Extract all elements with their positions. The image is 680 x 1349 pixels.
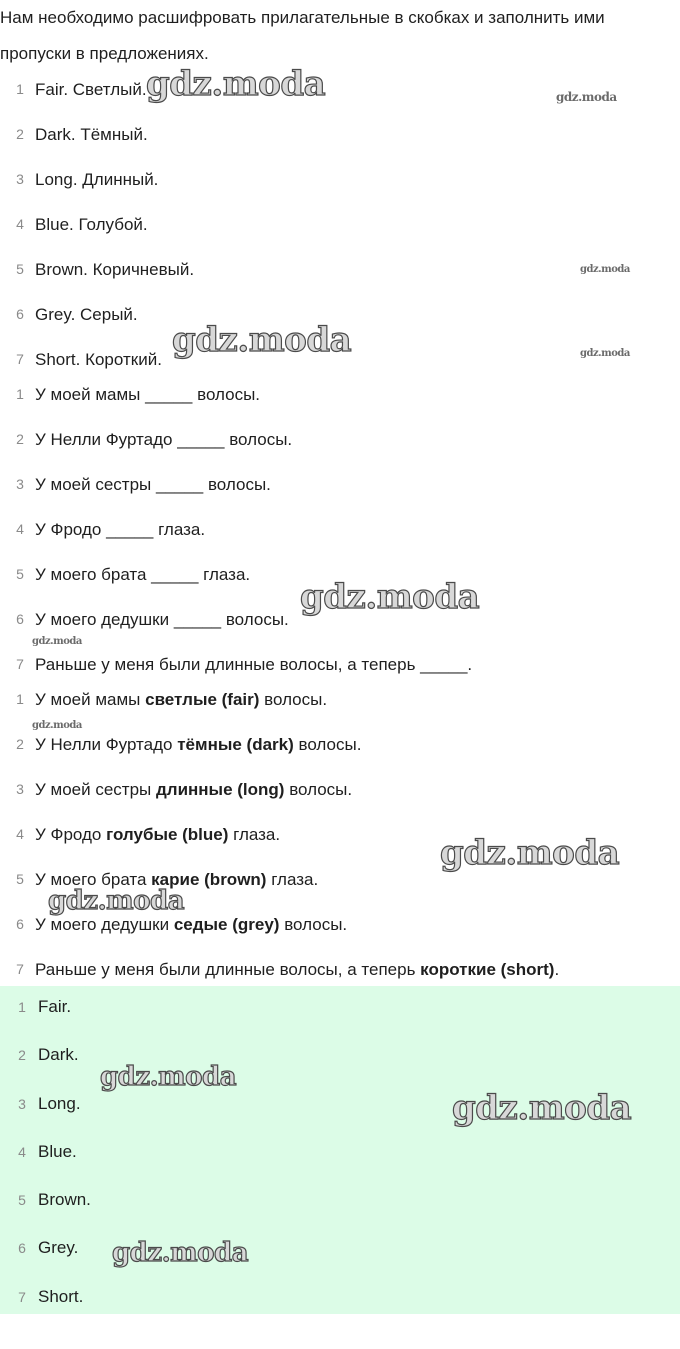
watermark: gdz.moda [32, 720, 82, 731]
intro-text: Нам необходимо расшифровать прилагательные в скобках и заполнить ими пропуски в предложениях. [0, 8, 605, 63]
item-text [35, 857, 318, 902]
item-number: 6 [16, 916, 24, 932]
item-text: Fair. Светлый. [35, 80, 147, 99]
item-number: 7 [16, 656, 24, 672]
watermark: gdz.moda [32, 636, 82, 647]
list-item [0, 552, 680, 597]
item-text: Short. [38, 1286, 84, 1306]
list-item [0, 597, 680, 642]
item-text: У Фродо _____ глаза. [35, 520, 206, 539]
list-item [0, 417, 680, 462]
item-number: 2 [16, 126, 24, 142]
sentence-start: У моей мамы [35, 690, 146, 709]
list-item [0, 67, 680, 112]
item-text: Brown. [38, 1190, 91, 1210]
filled-sentences-list [0, 677, 680, 992]
item-text: Dark. [38, 1045, 79, 1065]
item-number: 7 [16, 961, 24, 977]
list-item [0, 247, 680, 292]
watermark: gdz.moda [580, 348, 630, 359]
item-text: Раньше у меня были длинные волосы, а теперь _____. [35, 655, 473, 674]
item-number: 4 [18, 1143, 26, 1160]
watermark: gdz.moda [112, 1238, 249, 1268]
list-item [0, 1224, 680, 1272]
answer-word: светлые (fair) [145, 690, 260, 709]
list-item [0, 157, 680, 202]
item-text: Long. [38, 1093, 81, 1113]
item-text [35, 902, 347, 947]
sentence-start: У моего дедушки [35, 915, 174, 934]
item-text: Brown. Коричневый. [35, 260, 195, 279]
watermark: gdz.moda [172, 320, 352, 360]
item-number: 2 [16, 736, 24, 752]
item-text: Blue. Голубой. [35, 215, 148, 234]
list-item [0, 1031, 680, 1079]
watermark: gdz.moda [48, 886, 185, 916]
item-text [35, 722, 361, 767]
item-text [35, 677, 327, 722]
watermark: gdz.moda [556, 90, 617, 104]
item-number: 1 [16, 691, 24, 707]
sentence-end: волосы. [293, 735, 362, 754]
item-text: У моей мамы _____ волосы. [35, 385, 261, 404]
list-item [0, 1128, 680, 1176]
item-number: 3 [16, 476, 24, 492]
answer-word: тёмные (dark) [177, 735, 294, 754]
item-text: Grey. Серый. [35, 305, 138, 324]
sentence-start: Раньше у меня были длинные волосы, а теперь [35, 960, 421, 979]
item-number: 6 [16, 306, 24, 322]
answer-word: голубые (blue) [106, 825, 229, 844]
item-text [35, 767, 352, 812]
list-item [0, 983, 680, 1031]
item-number: 4 [16, 826, 24, 842]
list-item [0, 1080, 680, 1128]
list-item [0, 902, 680, 947]
item-number: 4 [16, 216, 24, 232]
sentence-end: волосы. [259, 690, 328, 709]
item-text: Grey. [38, 1238, 79, 1258]
sentence-end: глаза. [266, 870, 319, 889]
item-text: Fair. [38, 997, 72, 1016]
item-text [35, 812, 280, 857]
item-number: 6 [16, 611, 24, 627]
list-item [0, 292, 680, 337]
list-item [0, 462, 680, 507]
item-number: 4 [16, 521, 24, 537]
list-item [0, 112, 680, 157]
watermark: gdz.moda [580, 264, 630, 275]
answer-word: короткие (short) [420, 960, 555, 979]
item-number: 1 [16, 81, 24, 97]
item-text: Short. Короткий. [35, 350, 162, 369]
list-item [0, 857, 680, 902]
watermark: gdz.moda [300, 577, 480, 617]
list-item [0, 1176, 680, 1224]
item-number: 1 [18, 999, 26, 1015]
answer-word: седые (grey) [173, 915, 280, 934]
answer-list [0, 983, 680, 1321]
sentence-end: . [554, 960, 560, 979]
item-number: 3 [18, 1095, 26, 1112]
list-item [0, 202, 680, 247]
list-item [0, 767, 680, 812]
item-number: 3 [16, 781, 24, 797]
item-text: У Нелли Фуртадо _____ волосы. [35, 430, 293, 449]
answer-box [0, 986, 680, 1314]
sentence-start: У Нелли Фуртадо [35, 735, 178, 754]
list-item [0, 372, 680, 417]
item-text: У моей сестры _____ волосы. [35, 475, 271, 494]
exercise-sentences-list [0, 372, 680, 687]
sentence-start: У моего брата [35, 870, 152, 889]
list-item [0, 812, 680, 857]
list-item [0, 507, 680, 552]
item-number: 1 [16, 386, 24, 402]
sentence-end: волосы. [284, 780, 353, 799]
sentence-end: волосы. [279, 915, 348, 934]
item-text: У моего дедушки _____ волосы. [35, 610, 289, 629]
answer-word: карие (brown) [151, 870, 267, 889]
sentence-start: У моей сестры [35, 780, 156, 799]
item-number: 5 [16, 566, 24, 582]
answer-word: длинные (long) [155, 780, 285, 799]
item-number: 7 [16, 351, 24, 367]
sentence-end: глаза. [228, 825, 281, 844]
item-number: 5 [16, 261, 24, 277]
list-item [0, 722, 680, 767]
item-text: Dark. Тёмный. [35, 125, 148, 144]
watermark: gdz.moda [440, 833, 620, 873]
item-number: 5 [18, 1192, 26, 1209]
item-text: У моего брата _____ глаза. [35, 565, 251, 584]
item-number: 6 [18, 1240, 26, 1257]
watermark: gdz.moda [452, 1088, 632, 1128]
watermark: gdz.moda [100, 1062, 237, 1092]
watermark: gdz.moda [146, 64, 326, 104]
item-number: 5 [16, 871, 24, 887]
item-number: 7 [18, 1288, 26, 1305]
item-number: 2 [18, 1047, 26, 1064]
list-item [0, 1273, 680, 1321]
sentence-start: У Фродо [35, 825, 107, 844]
translations-list [0, 67, 680, 382]
item-number: 3 [16, 171, 24, 187]
item-number: 2 [16, 431, 24, 447]
item-text: Blue. [38, 1141, 77, 1161]
list-item [0, 677, 680, 722]
item-text: Long. Длинный. [35, 170, 159, 189]
